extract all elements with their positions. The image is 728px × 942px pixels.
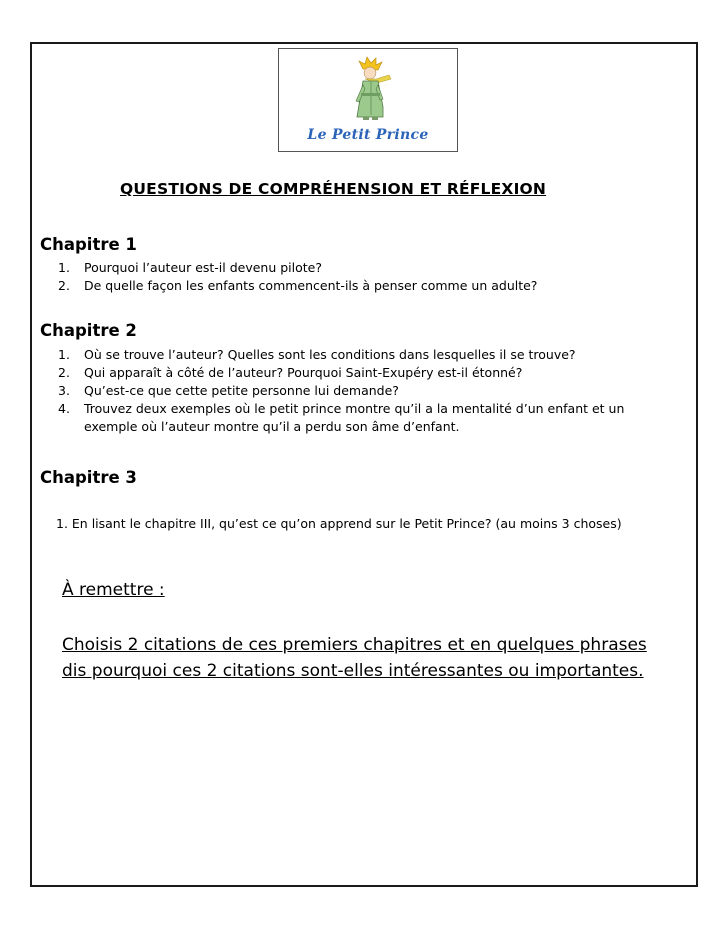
question-number: 2. xyxy=(58,278,70,293)
chapter-1-questions xyxy=(58,259,537,295)
chapter-3-title: Chapitre 3 xyxy=(40,468,137,487)
list-item xyxy=(58,346,624,364)
chapter-1-title: Chapitre 1 xyxy=(40,235,137,254)
list-item xyxy=(58,364,624,382)
question-text: Qu’est-ce que cette petite personne lui demande? xyxy=(84,383,399,398)
list-item xyxy=(58,400,624,436)
question-text: Où se trouve l’auteur? Quelles sont les conditions dans lesquelles il se trouve? xyxy=(84,347,576,362)
question-text-line-2: exemple où l’auteur montre qu’il a perdu son âme d’enfant. xyxy=(84,419,460,434)
assignment-instructions xyxy=(62,632,647,684)
page-title: QUESTIONS DE COMPRÉHENSION ET RÉFLEXION xyxy=(120,180,547,198)
chapter-2-title: Chapitre 2 xyxy=(40,321,137,340)
question-number: 4. xyxy=(58,401,70,416)
logo-text: Le Petit Prince xyxy=(307,127,429,143)
assignment-line-2: dis pourquoi ces 2 citations sont-elles intéressantes ou importantes. xyxy=(62,661,644,681)
question-number: 1. xyxy=(58,260,70,275)
list-item xyxy=(58,259,537,277)
question-text: Qui apparaît à côté de l’auteur? Pourquoi Saint-Exupéry est-il étonné? xyxy=(84,365,523,380)
chapter-2-questions xyxy=(58,346,624,436)
question-text: De quelle façon les enfants commencent-ils à penser comme un adulte? xyxy=(84,278,538,293)
question-text: Pourquoi l’auteur est-il devenu pilote? xyxy=(84,260,323,275)
list-item xyxy=(58,382,624,400)
assignment-line-1: Choisis 2 citations de ces premiers chapitres et en quelques phrases xyxy=(62,635,647,655)
question-number: 1. xyxy=(58,347,70,362)
page-border xyxy=(30,42,698,887)
chapter-3-question: 1. En lisant le chapitre III, qu’est ce qu’on apprend sur le Petit Prince? (au moins 3 choses) xyxy=(56,516,622,531)
question-number: 2. xyxy=(58,365,70,380)
list-item xyxy=(58,277,537,295)
question-number: 3. xyxy=(58,383,70,398)
question-text-line-1: Trouvez deux exemples où le petit prince montre qu’il a la mentalité d’un enfant et un xyxy=(84,401,625,416)
logo xyxy=(278,48,458,152)
assignment-title: À remettre : xyxy=(62,580,165,600)
